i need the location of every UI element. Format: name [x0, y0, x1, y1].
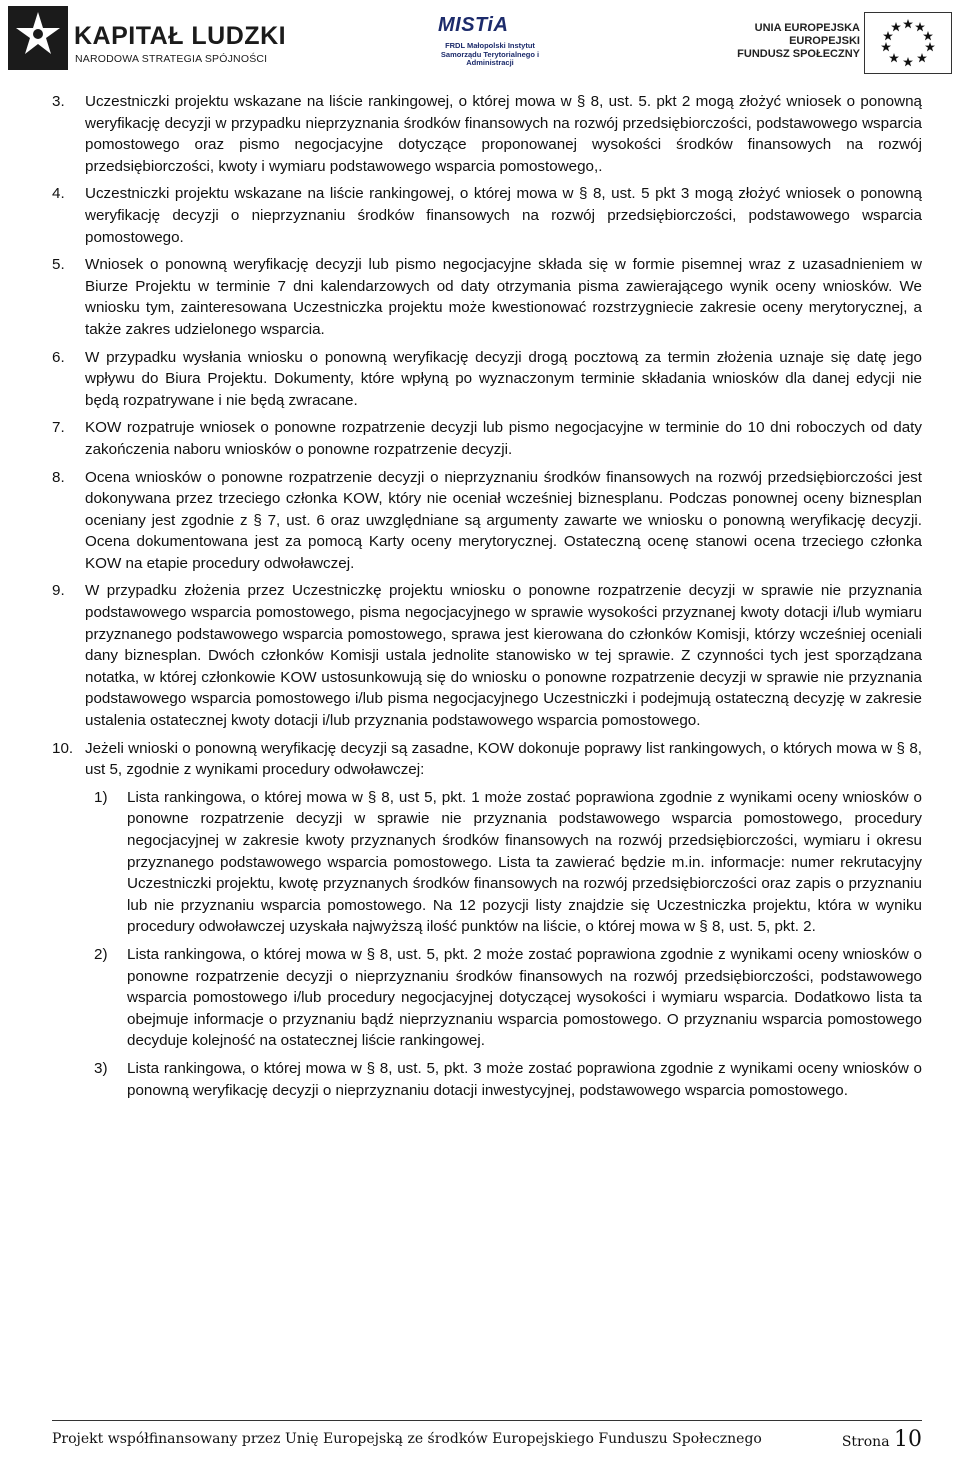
item-number: 10. — [52, 739, 74, 757]
list-item — [52, 738, 922, 781]
list-item — [52, 91, 922, 177]
item-text: Uczestniczki projektu wskazane na liście rankingowej, o której mowa w § 8, ust. 5. pkt 2 mogą złożyć wniosek o ponowną weryfikację decyzji w przypadku nieprzyznania środków finansowych na rozwój przedsiębiorczości, podstawowego wsparcia pomostowego oraz pismo negocjacyjne dotyczące proponowanej wysokości środków finansowych na rozwój przedsiębiorczości, kwoty i wymiaru podstawowego wsparcia pomostowego,. — [85, 93, 922, 175]
logo-right-line2: EUROPEJSKI — [789, 35, 860, 47]
eu-social-fund-logo — [738, 10, 954, 76]
sub-list-item — [52, 787, 922, 938]
page-label: Strona — [841, 1434, 890, 1450]
sub-item-text: Lista rankingowa, o której mowa w § 8, ust. 5, pkt. 2 może zostać poprawiona zgodnie z wynikami oceny wniosków o ponowne rozpatrzenie decyzji o nieprzyznaniu środków finansowych na rozwój przedsiębiorczości, podstawowego wsparcia pomostowego i/lub procedury negocjacyjnej dotyczącej wysokości i wymiaru wsparcia. Dodatkowo lista ta obejmuje informacje o przyznaniu bądź nieprzyznaniu wsparcia pomostowego. O przyznaniu wsparcia pomostowego decyduje kolejność na ostatecznej liście rankingowej. — [127, 945, 922, 1050]
sub-item-number: 1) — [94, 788, 108, 806]
sub-item-text: Lista rankingowa, o której mowa w § 8, ust. 5, pkt. 3 może zostać poprawiona zgodnie z wynikami oceny wniosków o ponowną weryfikację decyzji o nieprzyznaniu dotacji inwestycyjnej, podstawowego wsparcia pomostowego. — [127, 1059, 922, 1099]
item-text: W przypadku złożenia przez Uczestniczkę projektu wniosku o ponowne rozpatrzenie decyzji w sprawie nie przyznania podstawowego wsparcia pomostowego, pisma negocjacyjnego w sprawie wysokości przyznanej kwoty dotacji i/lub wymiaru przyznanego podstawowego wsparcia pomostowego, sprawa jest kierowana do członków Komisji, którzy wcześniej oceniali dany biznesplan. Dwóch członków Komisji ustala jednolite stanowisko w tej sprawie. Z czynności tych jest sporządzana notatka, w której członkowie KOW ustosunkowują się do wniosku o ponowne rozpatrzenie decyzji w sprawie nie przyznania podstawowego wsparcia pomostowego i/lub pisma negocjacyjnego Uczestniczki i podejmują ostateczną decyzję w zakresie ustalenia ostatecznej kwoty dotacji i/lub przyznania podstawowego wsparcia pomostowego. — [85, 582, 922, 730]
page-footer — [52, 1420, 922, 1452]
logo-center-name: MISTiA — [438, 14, 509, 36]
eu-flag-icon — [864, 12, 952, 74]
sub-item-text: Lista rankingowa, o której mowa w § 8, ust 5, pkt. 1 może zostać poprawiona zgodnie z wynikami oceny wniosków o ponowne rozpatrzenie decyzji w sprawie nie przyznania podstawowego wsparcia pomostowego, procedury negocjacyjnej w zakresie kwoty przyznanych środków finansowych na rozwój przedsiębiorczości, wymiaru i okresu przyznanego podstawowego wsparcia pomostowego. Lista ta zawierać będzie m.in. informacje: numer rekrutacyjny Uczestniczki projektu, kwotę przyznanych środków finansowych na rozwój przedsiębiorczości oraz zapis o przyznaniu lub nie przyznaniu wsparcia pomostowego. Na 12 pozycji listy znajdzie się Uczestniczka projektu, która w wyniku procedury odwoławczej uzyskała najwyższą ilość punktów na liście, o której mowa w § 8, ust. 5, pkt. 2. — [127, 788, 922, 936]
logo-right-line3: FUNDUSZ SPOŁECZNY — [737, 48, 860, 60]
page-number-value: 10 — [894, 1427, 922, 1452]
item-number: 4. — [52, 185, 65, 203]
page-header — [0, 0, 960, 84]
sub-item-number: 2) — [94, 945, 108, 963]
list-item — [52, 580, 922, 731]
item-number: 8. — [52, 468, 65, 486]
item-text: Uczestniczki projektu wskazane na liście rankingowej, o której mowa w § 8, ust. 5 pkt 3 mogą złożyć wniosek o ponowną weryfikację decyzji o nieprzyznaniu środków finansowych na rozwój przedsiębiorczości, podstawowego wsparcia pomostowego. — [85, 185, 922, 246]
footer-funding-text: Projekt współfinansowany przez Unię Europejską ze środków Europejskiego Funduszu Społecznego — [52, 1431, 762, 1447]
item-text: Ocena wniosków o ponowne rozpatrzenie decyzji o nieprzyznaniu środków finansowych na rozwój przedsiębiorczości jest dokonywana przez trzeciego członka KOW, który nie oceniał wcześniej biznesplanu. Podczas ponownej oceny biznesplan oceniany jest zgodnie z § 7, ust. 6 oraz uwzględniane są argumenty zawarte we wniosku o ponowną weryfikację decyzji. Ocena dokumentowana jest za pomocą Karty oceny merytorycznej. Ostateczną ocenę stanowi ocena trzeciego członka KOW na etapie procedury odwoławczej. — [85, 468, 922, 572]
item-number: 7. — [52, 419, 65, 437]
document-body — [52, 91, 922, 1107]
item-number: 9. — [52, 582, 65, 600]
item-text: KOW rozpatruje wniosek o ponowne rozpatrzenie decyzji lub pismo negocjacyjne w terminie do 10 dni roboczych od daty zakończenia naboru wniosków o ponowne rozpatrzenie decyzji. — [85, 419, 922, 458]
item-text: Wniosek o ponowną weryfikację decyzji lub pismo negocjacyjne składa się w formie pisemnej wraz z uzasadnieniem w Biurze Projektu w terminie 7 dni kalendarzowych od daty otrzymania pisma zawierającego wynik oceny wniosków. We wniosku tym, zainteresowana Uczestniczka projektu może kwestionować rozstrzygniecie zakresie oceny merytorycznej, a także zakres udzielonego wsparcia. — [85, 256, 922, 338]
logo-left-subtitle: NARODOWA STRATEGIA SPÓJNOŚCI — [75, 53, 268, 65]
list-item — [52, 183, 922, 248]
logo-center-text: FRDL Małopolski Instytut Samorządu Terytorialnego i Administracji — [440, 41, 540, 67]
logo-left-title: KAPITAŁ LUDZKI — [74, 22, 287, 50]
page-number — [842, 1427, 922, 1452]
logo-right-text — [737, 22, 860, 61]
item-number: 3. — [52, 93, 65, 110]
list-item — [52, 467, 922, 575]
kapital-ludzki-logo — [8, 6, 287, 72]
list-item — [52, 417, 922, 460]
sub-list-item — [52, 944, 922, 1052]
list-item — [52, 254, 922, 340]
mistia-logo — [432, 10, 542, 76]
item-text: Jeżeli wnioski o ponowną weryfikację decyzji są zasadne, KOW dokonuje poprawy list rankingowych, o których mowa w § 8, ust 5, zgodnie z wynikami procedury odwoławczej: — [85, 739, 922, 779]
sub-item-number: 3) — [94, 1059, 108, 1077]
item-number: 6. — [52, 348, 65, 366]
list-item — [52, 347, 922, 412]
item-number: 5. — [52, 256, 65, 274]
item-text: W przypadku wysłania wniosku o ponowną weryfikację decyzji drogą pocztową za termin złożenia uznaje się datę jego wpływu do Biura Projektu. Dokumenty, które wpłyną po wyznaczonym terminie składania wniosków dla danej edycji nie będą rozpatrywane i nie będą zwracane. — [85, 348, 922, 409]
kapital-ludzki-emblem-icon — [8, 6, 68, 70]
logo-right-line1: UNIA EUROPEJSKA — [754, 22, 860, 34]
sub-list-item — [52, 1058, 922, 1101]
